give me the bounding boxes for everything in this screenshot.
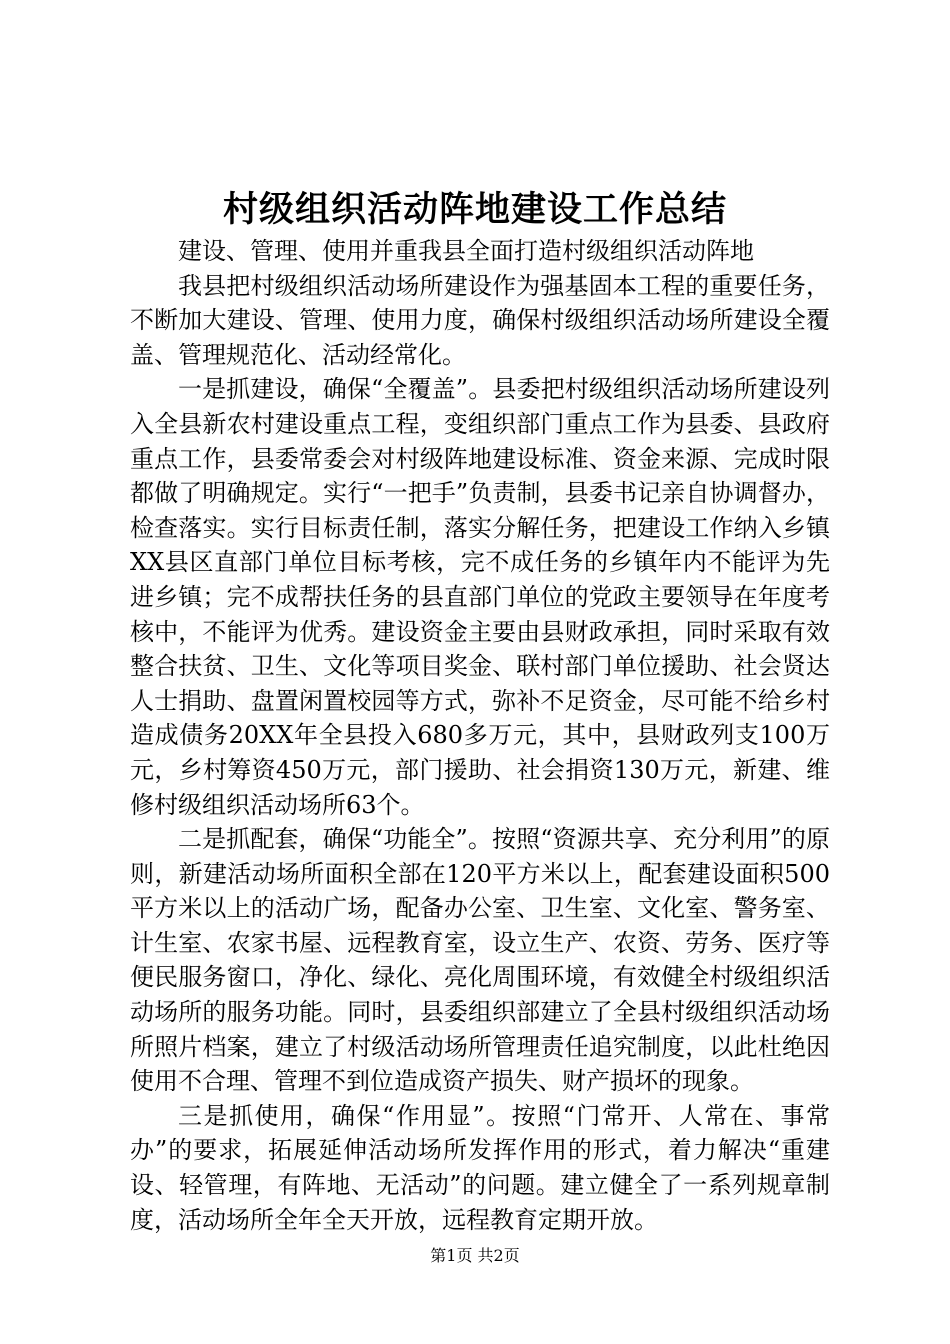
page-number-footer: 第1页 共2页 [430,1246,520,1265]
usage-paragraph: 三是抓使用，确保“作用显”。按照“门常开、人常在、事常办”的要求，拓展延伸活动场所发挥作用的形式，着力解决“重建设、轻管理，有阵地、无活动”的问题。建立健全了一系列规章制度，活动场所全年全天开放，远程教育定期开放。 [130,1101,830,1234]
document-title: 村级组织活动阵地建设工作总结 [222,189,727,230]
subtitle-paragraph: 建设、管理、使用并重我县全面打造村级组织活动阵地 [178,237,754,265]
intro-paragraph: 我县把村级组织活动场所建设作为强基固本工程的重要任务，不断加大建设、管理、使用力度，确保村级组织活动场所建设全覆盖、管理规范化、活动经常化。 [130,271,830,369]
document-body [130,234,830,1237]
construction-paragraph: 一是抓建设，确保“全覆盖”。县委把村级组织活动场所建设列入全县新农村建设重点工程，变组织部门重点工作为县委、县政府重点工作，县委常委会对村级阵地建设标准、资金来源、完成时限都做了明确规定。实行“一把手”负责制，县委书记亲自协调督办，检查落实。实行目标责任制，落实分解任务，把建设工作纳入乡镇XX县区直部门单位目标考核，完不成任务的乡镇年内不能评为先进乡镇；完不成帮扶任务的县直部门单位的党政主要领导在年度考核中，不能评为优秀。建设资金主要由县财政承担，同时采取有效整合扶贫、卫生、文化等项目奖金、联村部门单位援助、社会贤达人士捐助、盘置闲置校园等方式，弥补不足资金，尽可能不给乡村造成债务20XX年全县投入680多万元，其中，县财政列支100万元，乡村筹资450万元，部门援助、社会捐资130万元，新建、维修村级组织活动场所63个。 [130,375,830,819]
facilities-paragraph: 二是抓配套，确保“功能全”。按照“资源共享、充分利用”的原则，新建活动场所面积全部在120平方米以上，配套建设面积500平方米以上的活动广场，配备办公室、卫生室、文化室、警务室、计生室、农家书屋、远程教育室，设立生产、农资、劳务、医疗等便民服务窗口，净化、绿化、亮化周围环境，有效健全村级组织活动场所的服务功能。同时，县委组织部建立了全县村级组织活动场所照片档案，建立了村级活动场所管理责任追究制度，以此杜绝因使用不合理、管理不到位造成资产损失、财产损坏的现象。 [130,825,830,1096]
